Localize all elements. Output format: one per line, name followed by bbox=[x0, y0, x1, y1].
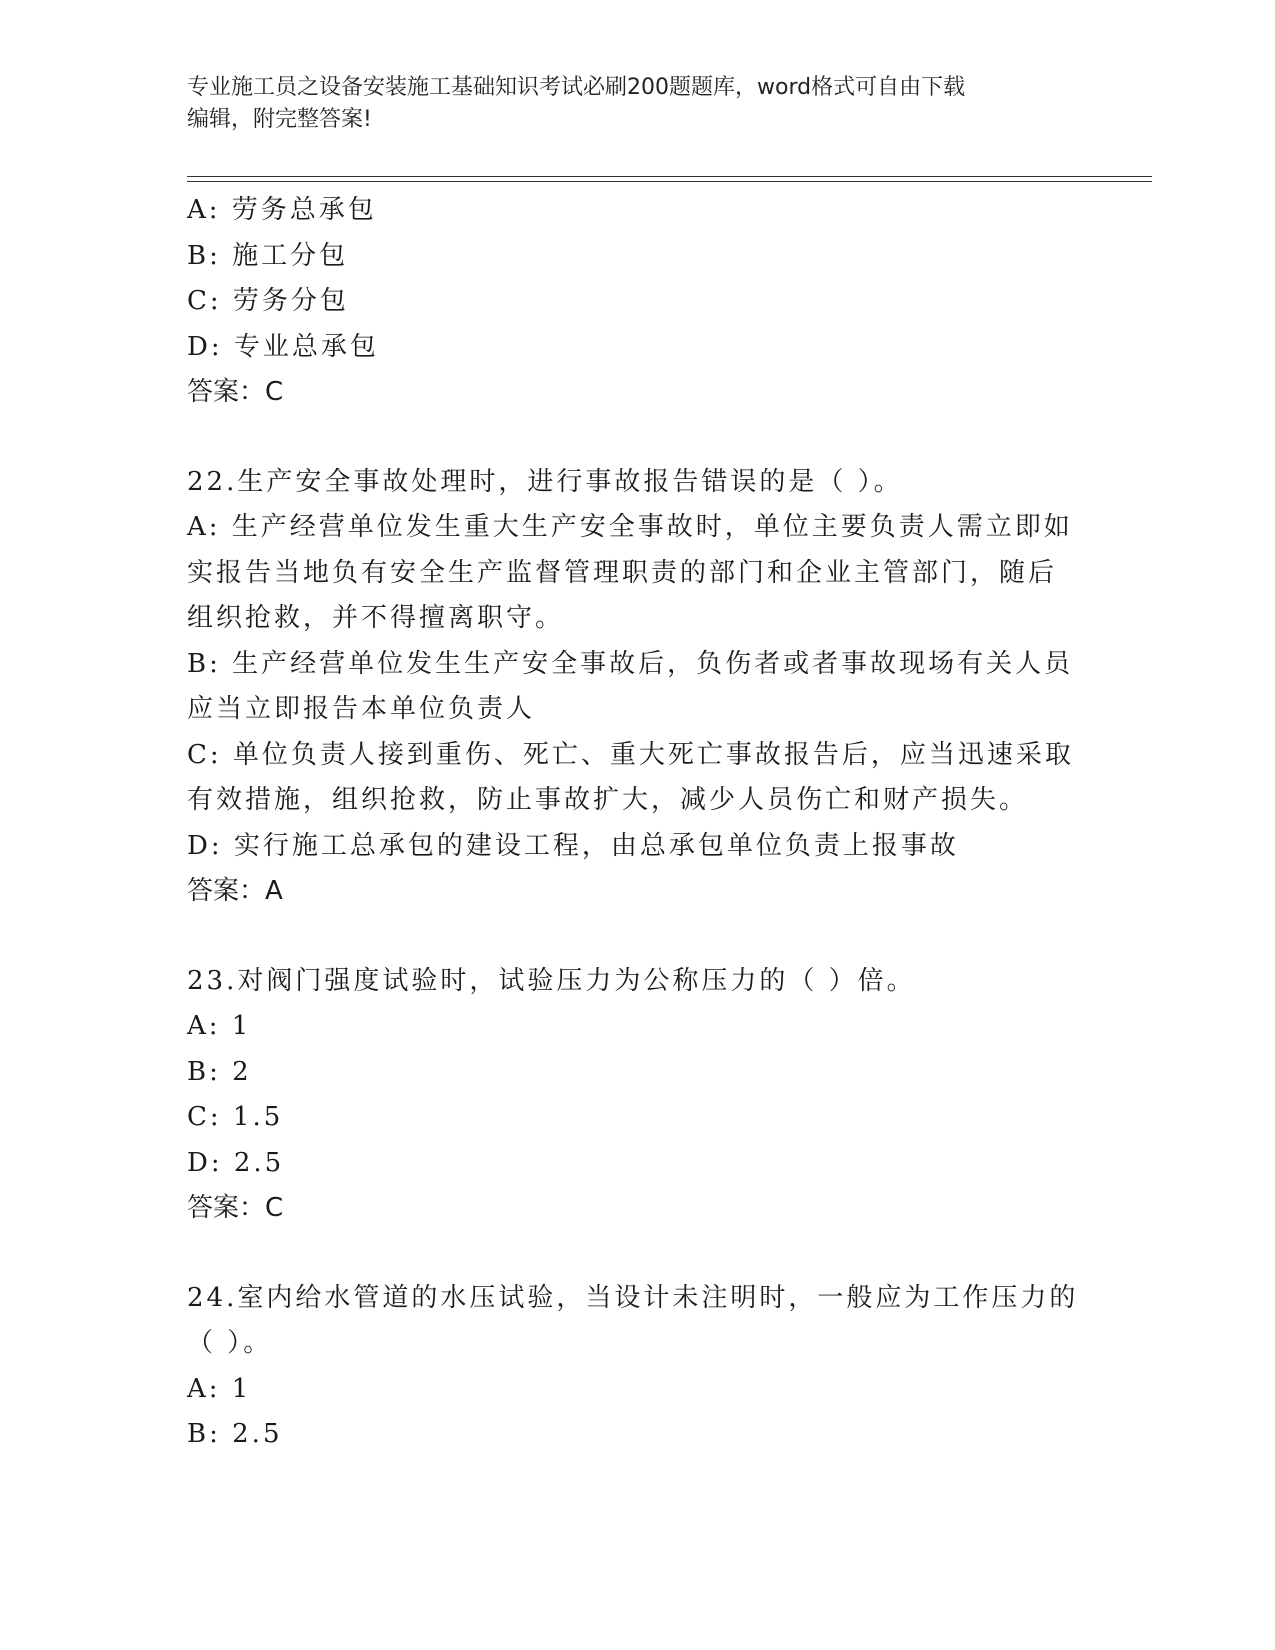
question-text-line-1: 24.室内给水管道的水压试验，当设计未注明时，一般应为工作压力的 bbox=[187, 1282, 1079, 1313]
option-b: B: 2.5 bbox=[187, 1419, 283, 1449]
option-b: B: 施工分包 bbox=[187, 240, 349, 271]
option-a: A: 1 bbox=[187, 1373, 252, 1404]
spacer bbox=[187, 915, 1087, 959]
option-a-line-3: 组织抢救，并不得擅离职守。 bbox=[187, 603, 565, 633]
question-22 bbox=[187, 460, 1087, 915]
option-c-line-2: 有效措施，组织抢救，防止事故扩大，减少人员伤亡和财产损失。 bbox=[187, 785, 1029, 815]
spacer bbox=[187, 416, 1087, 460]
answer-line: 答案：A bbox=[187, 876, 283, 906]
option-c: C: 劳务分包 bbox=[187, 286, 349, 316]
question-content bbox=[187, 188, 1087, 1458]
option-a: A: 劳务总承包 bbox=[187, 195, 377, 225]
question-24 bbox=[187, 1276, 1087, 1458]
question-text: 23.对阀门强度试验时，试验压力为公称压力的（ ）倍。 bbox=[187, 965, 916, 996]
option-a: A: 1 bbox=[187, 1011, 252, 1041]
question-text: 22.生产安全事故处理时，进行事故报告错误的是（ ）。 bbox=[187, 466, 903, 497]
question-23 bbox=[187, 959, 1087, 1232]
header-title-line-2: 编辑，附完整答案! bbox=[187, 107, 372, 132]
header-divider bbox=[187, 176, 1152, 182]
spacer bbox=[187, 1232, 1087, 1276]
option-a-line-2: 实报告当地负有安全生产监督管理职责的部门和企业主管部门，随后 bbox=[187, 557, 1058, 588]
option-a-line-1: A: 生产经营单位发生重大生产安全事故时，单位主要负责人需立即如 bbox=[187, 512, 1073, 542]
option-b: B: 2 bbox=[187, 1056, 252, 1087]
option-b-line-1: B: 生产经营单位发生生产安全事故后，负伤者或者事故现场有关人员 bbox=[187, 648, 1074, 679]
question-text-line-2: （ ）。 bbox=[187, 1328, 273, 1358]
document-header bbox=[187, 72, 1067, 136]
option-c-line-1: C: 单位负责人接到重伤、死亡、重大死亡事故报告后，应当迅速采取 bbox=[187, 739, 1074, 770]
option-c: C: 1.5 bbox=[187, 1102, 284, 1132]
option-d: D: 2.5 bbox=[187, 1147, 285, 1178]
answer-line: 答案：C bbox=[187, 377, 284, 407]
header-title-line-1: 专业施工员之设备安装施工基础知识考试必刷200题题库，word格式可自由下载 bbox=[187, 75, 966, 100]
option-d: D: 专业总承包 bbox=[187, 331, 379, 362]
option-d: D: 实行施工总承包的建设工程，由总承包单位负责上报事故 bbox=[187, 830, 959, 861]
option-b-line-2: 应当立即报告本单位负责人 bbox=[187, 694, 536, 724]
question-21 bbox=[187, 188, 1087, 416]
answer-line: 答案：C bbox=[187, 1193, 284, 1223]
